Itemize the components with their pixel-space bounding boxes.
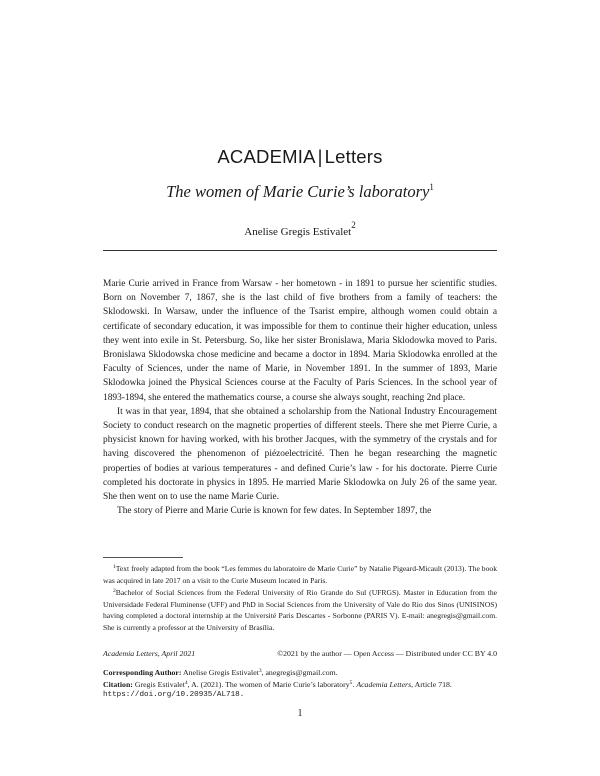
corresponding-label: Corresponding Author:	[103, 668, 182, 677]
footnote-text: Text freely adapted from the book “Les femmes du laboratoire de Marie Curie” by Natalie Pigeard-Micault (2013). The book was acquired in late 2017 on a visit to the Curie Museum located in Paris.	[103, 564, 497, 585]
brand-separator: |	[317, 146, 323, 167]
brand-name: ACADEMIA	[217, 146, 316, 167]
citation-middle: , A. (2021). The women of Marie Curie’s laboratory	[187, 680, 350, 689]
footnote-text: Bachelor of Social Sciences from the Federal University of Rio Grande do Sul (UFRGS). Master in Education from the Universidade Federal Fluminense (UFF) and PhD in Social Sciences from the University of Vale do Rio dos Sinos (UNISINOS) having completed a doctoral internship at the Université Paris Descartes - Sorbonne (PARIS V). E-mail: anegregis@gmail.com. She is currently a professor at the University of Brasília.	[103, 588, 497, 632]
paragraph: It was in that year, 1894, that she obtained a scholarship from the National Industry Encouragement Society to conduct research on the magnetic properties of different steels. There she met Pierre Curie, a physicist known for having worked, with his brother Jacques, with the symmetry of the crystals and for having discovered the phenomenon of piézoelectricité. Then he began researching the magnetic properties of bodies at various temperatures - and defined Curie’s law - for his doctorate. Pierre Curie completed his doctorate in physics in 1895. He married Marie Sklodowka on July 26 of the same year. She then went on to use the name Marie Curie.	[103, 406, 497, 503]
paragraph: The story of Pierre and Marie Curie is known for few dates. In September 1897, the	[117, 506, 432, 517]
corresponding-name: Anelise Gregis Estivalet	[183, 668, 259, 677]
license-text: ©2021 by the author — Open Access — Distributed under CC BY 4.0	[277, 649, 497, 658]
citation-fn-2: 5	[349, 680, 353, 686]
author-name: Anelise Gregis Estivalet	[244, 226, 352, 238]
publication-meta	[103, 649, 497, 658]
citation-fn: 4	[184, 680, 188, 686]
brand-section: Letters	[324, 146, 383, 167]
corresponding-author	[103, 666, 497, 678]
footnote	[103, 586, 497, 633]
footnotes	[103, 562, 497, 633]
footnote-divider	[103, 557, 183, 558]
doi-link[interactable]: https://doi.org/10.20935/AL718.	[103, 691, 245, 699]
citation-journal: Academia Letters	[356, 680, 412, 689]
journal-date: Academia Letters, April 2021	[103, 649, 196, 658]
paragraph: Marie Curie arrived in France from Warsaw - her hometown - in 1891 to pursue her scientific studies. Born on November 7, 1867, she is the last child of five brothers from a family of teachers: the Sklodowski. In Warsaw, under the influence of the Tsarist empire, although women could obtain a certificate of secondary education, it was impossible for them to continue their higher education, unless they went into exile in St. Petersburg. So, like her sister Bronislawa, Maria Sklodowka moved to Paris. Bronislawa Sklodowska chose medicine and became a doctor in 1894. Maria Sklodowka enrolled at the Faculty of Sciences, under the name of Marie, in November 1891. In the summer of 1893, Marie Sklodowka joined the Physical Sciences course at the Faculty of Paris Sciences. In the school year of 1893-1894, she entered the mathematics course, a course she always sought, reaching 2nd place.	[103, 279, 497, 403]
citation-block	[103, 666, 497, 701]
citation-author: Gregis Estivalet	[134, 680, 185, 689]
footnote-mark: 1	[113, 564, 116, 570]
corresponding-email[interactable]: , anegregis@gmail.com.	[261, 668, 338, 677]
citation-end: , Article 718.	[411, 680, 452, 689]
journal-brand	[0, 146, 600, 168]
page-number: 1	[297, 708, 303, 719]
body-text	[103, 277, 497, 518]
title-divider	[103, 250, 497, 251]
title-text: The women of Marie Curie’s laboratory	[166, 182, 430, 201]
footnote	[103, 562, 497, 586]
citation-label: Citation:	[103, 680, 133, 689]
corresponding-fn: 3	[258, 668, 262, 674]
author-footnote-mark: 2	[351, 220, 356, 230]
article-title	[0, 182, 600, 202]
title-footnote-mark: 1	[429, 182, 434, 192]
footnote-mark: 2	[113, 588, 116, 594]
author-line	[0, 220, 600, 238]
citation-line: Citation: Gregis Estivalet$^4$, A. (2021). The women of Marie Curie’s laboratory$^5$. Academia Letters, Article 718.	[103, 680, 452, 689]
